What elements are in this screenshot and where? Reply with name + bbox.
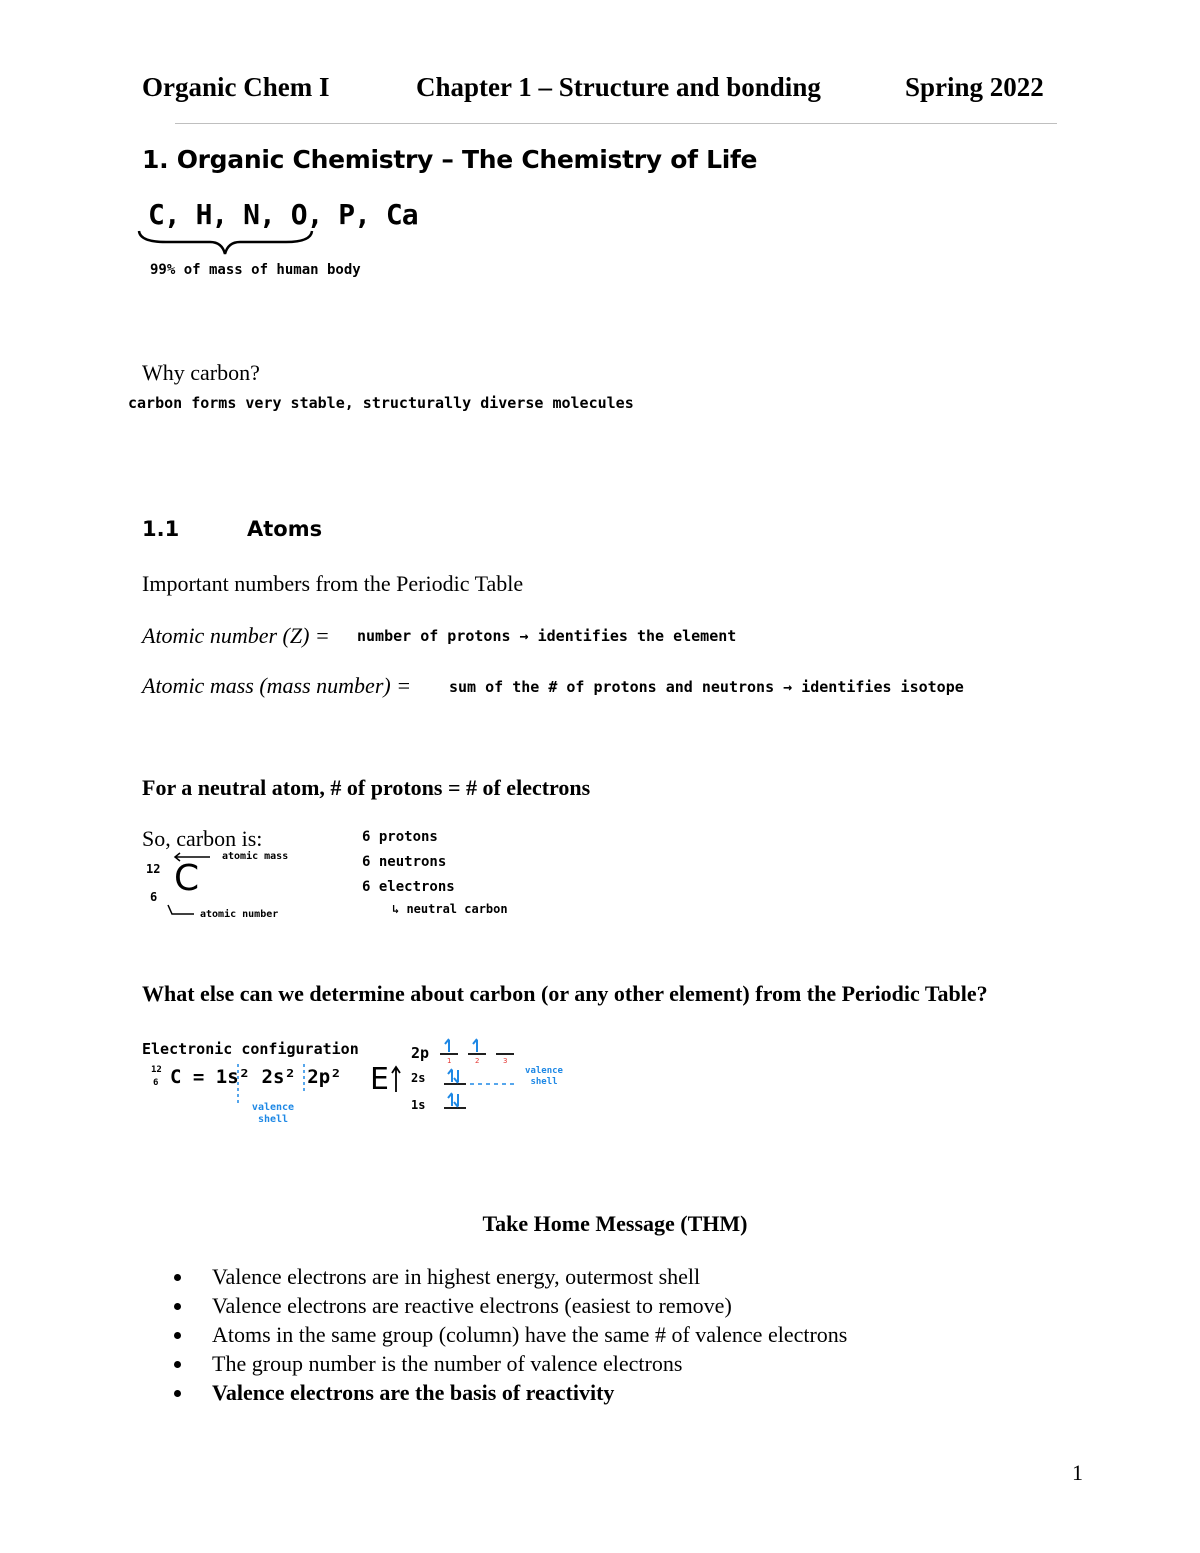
why-carbon: Why carbon? [142,360,260,385]
header-chapter: Chapter 1 – Structure and bonding [416,72,821,102]
thm-item [172,1320,847,1349]
mass-label: atomic mass [222,851,289,862]
mass-number: 12 [146,862,161,876]
count-protons: 6 protons [362,829,438,845]
energy-axis: E [370,1062,389,1097]
orbital-2p-c [496,1054,514,1065]
bullet-icon [174,1332,181,1339]
why-carbon-answer: carbon forms very stable, structurally diverse molecules [128,394,634,412]
count-neutrons: 6 neutrons [362,854,447,870]
thm-item-text: Valence electrons are in highest energy, outermost shell [212,1264,701,1289]
level-1s-label: 1s [411,1098,426,1112]
bullet-icon [174,1274,181,1281]
orbital-2s [444,1069,518,1084]
section-1-title: 1. Organic Chemistry – The Chemistry of Life [142,145,758,174]
neutral-carbon-note: ↳ neutral carbon [392,902,508,916]
energy-arrow [386,1064,406,1094]
svg-text:2: 2 [475,1057,480,1065]
thm-item [172,1349,847,1378]
thm-item [172,1262,847,1291]
svg-text:1: 1 [447,1057,452,1065]
page-number: 1 [1072,1460,1083,1485]
header-course: Organic Chem I [142,72,330,102]
thm-item [172,1291,847,1320]
thm-item-text: Valence electrons are reactive electrons (easiest to remove) [212,1293,732,1318]
note-mass: 99% of mass of human body [150,262,361,278]
config-formula: C = 1s² 2s² 2p² [170,1066,342,1088]
brace-annotation [136,228,316,258]
count-electrons: 6 electrons [362,879,455,895]
carbon-symbol: C [174,858,200,899]
thm-item-text: The group number is the number of valence electrons [212,1351,683,1376]
atomic-number-label: Atomic number (Z) = [142,623,330,648]
bullet-icon [174,1390,181,1397]
atomic-number: 6 [150,890,158,904]
energy-valence-shell-label: valence shell [525,1066,563,1087]
thm-item-text: Valence electrons are the basis of reactivity [212,1380,615,1405]
thm-list [172,1262,847,1407]
atomic-mass-note: sum of the # of protons and neutrons → identifies isotope [449,678,964,696]
note-elements: C, H, N, O, P, Ca [148,198,418,231]
orbital-2p-a [440,1039,458,1065]
thm-item [172,1378,847,1407]
bullet-icon [174,1361,181,1368]
config-label: Electronic configuration [142,1040,359,1058]
bullet-icon [174,1303,181,1310]
atomic-number-note: number of protons → identifies the element [357,627,737,645]
valence-shell-label: valence shell [251,1102,295,1125]
neutral-atom-rule: For a neutral atom, # of protons = # of electrons [142,775,591,800]
thm-item-text: Atoms in the same group (column) have the same # of valence electrons [212,1322,848,1347]
config-atomic-number: 6 [153,1078,159,1088]
so-carbon: So, carbon is: [142,826,263,851]
atomic-mass-label: Atomic mass (mass number) = [142,673,412,698]
section-1-1-title: Atoms [247,517,323,541]
header-term: Spring 2022 [905,72,1044,102]
orbital-2p-b [468,1039,486,1065]
thm-title: Take Home Message (THM) [482,1211,748,1236]
level-2p-label: 2p [411,1044,430,1062]
periodic-intro: Important numbers from the Periodic Table [142,571,524,596]
header-rule [175,123,1057,124]
periodic-question: What else can we determine about carbon (or any other element) from the Periodic Table? [142,981,988,1006]
section-1-1-number: 1.1 [142,517,180,541]
orbital-1s [444,1093,466,1108]
level-2s-label: 2s [411,1071,426,1085]
svg-text:3: 3 [503,1057,508,1065]
number-label: atomic number [200,909,279,920]
config-mass-number: 12 [151,1065,162,1075]
